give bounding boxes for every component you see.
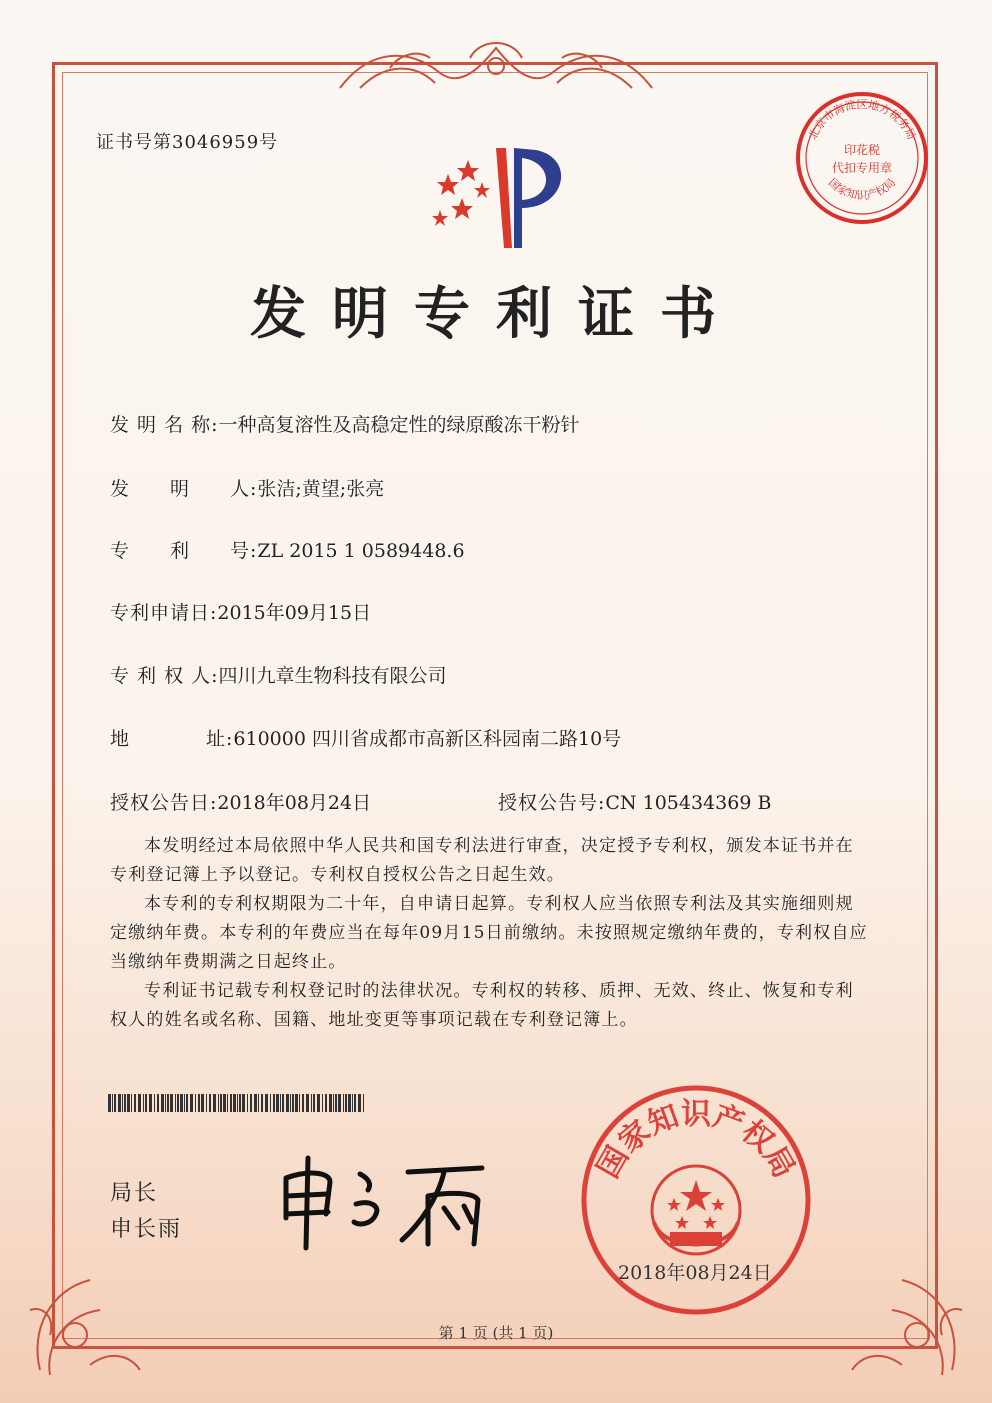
page-footer: 第 1 页 (共 1 页) (438, 1324, 554, 1342)
body-paragraph: 本发明经过本局依照中华人民共和国专利法进行审查，决定授予专利权，颁发本证书并在专利登记簿上予以登记。专利权自授权公告之日起生效。 (110, 836, 854, 885)
svg-text:国家知识产权局 (826, 176, 898, 202)
patentee-label: 专 利 权 人: (110, 665, 219, 687)
certificate-number: 证书号第3046959号 (96, 132, 279, 153)
field-invention-name (110, 410, 580, 437)
document-title: 发明专利证书 (250, 281, 742, 347)
grant-date-label: 授权公告日: (110, 792, 218, 814)
seal-text: 国家知识产权局 (590, 1097, 802, 1185)
inventors-value: 张洁;黄望;张亮 (257, 478, 385, 500)
tax-stamp-seal-icon (792, 88, 932, 228)
field-inventors (110, 474, 384, 501)
grant-date-value: 2018年08月24日 (217, 792, 372, 814)
tax-stamp-outer-text: 北京市海淀区地方税务局 (805, 98, 919, 142)
seal-issue-date: 2018年08月24日 (618, 1262, 772, 1284)
sipo-logo-icon (426, 138, 586, 258)
bottom-left-ornament-icon (20, 1250, 150, 1385)
director-signature-icon (268, 1148, 508, 1258)
patent-number-label: 专 利 号: (110, 540, 258, 562)
filing-date-label: 专利申请日: (110, 602, 218, 624)
tax-stamp-center-line-1: 印花税 (843, 143, 881, 157)
field-grant-number (498, 788, 771, 815)
director-title: 局长 (110, 1181, 159, 1206)
field-patentee (110, 661, 447, 688)
body-paragraph: 专利证书记载专利权登记时的法律状况。专利权的转移、质押、无效、终止、恢复和专利权人的姓名或名称、国籍、地址变更等事项记载在专利登记簿上。 (110, 981, 854, 1030)
field-filing-date (110, 598, 371, 625)
address-label-2: 址: (206, 728, 234, 750)
svg-text:国家知识产权局 (591, 1097, 802, 1184)
patentee-value: 四川九章生物科技有限公司 (218, 665, 447, 687)
tax-stamp-bottom-text: 国家知识产权局 (825, 175, 899, 202)
top-ornament-icon (330, 28, 662, 98)
field-address (110, 724, 621, 751)
grant-number-label: 授权公告号: (498, 792, 606, 814)
filing-date-value: 2015年09月15日 (217, 602, 372, 624)
body-paragraph: 本专利的专利权期限为二十年，自申请日起算。专利权人应当依照专利法及其实施细则规定缴纳年费。本专利的年费应当在每年09月15日前缴纳。未按照规定缴纳年费的，专利权自应当缴纳年费期满之日起终止。 (110, 894, 868, 972)
patent-number-value: ZL 2015 1 0589448.6 (257, 540, 465, 562)
director-name: 申长雨 (110, 1217, 183, 1242)
invention-name-label: 发 明 名 称: (110, 414, 219, 436)
address-label-1: 地 (110, 728, 131, 750)
field-patent-number (110, 536, 465, 563)
field-grant-date (110, 788, 371, 815)
address-value: 610000 四川省成都市高新区科园南二路10号 (233, 728, 622, 750)
barcode-icon (108, 1094, 370, 1112)
grant-number-value: CN 105434369 B (605, 792, 772, 814)
tax-stamp-center-line-2: 代扣专用章 (831, 161, 893, 175)
invention-name-value: 一种高复溶性及高稳定性的绿原酸冻干粉针 (218, 414, 580, 436)
inventors-label: 发 明 人: (110, 478, 258, 500)
certificate-body (110, 832, 870, 1035)
svg-text:北京市海淀区地方税务局 (806, 97, 918, 141)
bottom-right-ornament-icon (842, 1250, 972, 1385)
